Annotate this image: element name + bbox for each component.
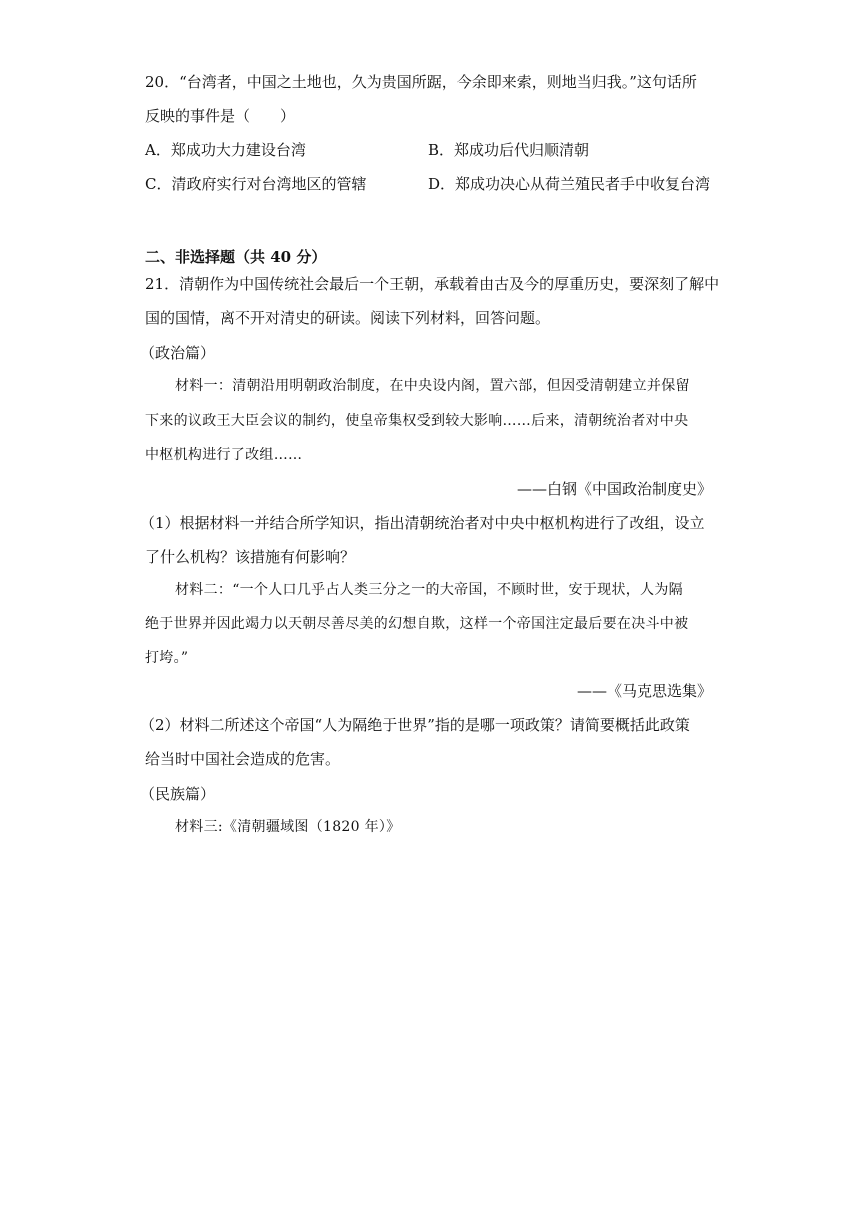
sub-question-1-line-1: （1）根据材料一并结合所学知识，指出清朝统治者对中央中枢机构进行了改组，设立 [140,514,705,532]
ethnic-section-tag: （民族篇） [140,785,216,803]
q20-option-d: D．郑成功决心从荷兰殖民者手中收复台湾 [428,175,711,193]
q20-stem-line-2: 反映的事件是（ ） [145,107,296,125]
q20-option-a: A．郑成功大力建设台湾 [145,141,306,159]
q20-stem-line-1: 20．“台湾者，中国之土地也，久为贵国所踞，今余即来索，则地当归我。”这句话所 [145,73,697,91]
sub-question-2-line-2: 给当时中国社会造成的危害。 [145,750,341,768]
material-1-line-3: 中枢机构进行了改组…… [145,447,303,463]
politics-section-tag: （政治篇） [140,344,216,362]
section-title-non-choice: 二、非选择题（共 40 分） [145,248,327,266]
q20-option-b: B．郑成功后代归顺清朝 [428,141,590,159]
q20-option-c: C．清政府实行对台湾地区的管辖 [145,175,367,193]
sub-question-1-line-2: 了什么机构？该措施有何影响？ [145,548,356,566]
q21-intro-line-1: 21．清朝作为中国传统社会最后一个王朝，承载着由古及今的厚重历史，要深刻了解中 [145,275,720,293]
sub-question-2-line-1: （2）材料二所述这个帝国“人为隔绝于世界”指的是哪一项政策？请简要概括此政策 [140,716,690,734]
material-2-line-1: 材料二：“一个人口几乎占人类三分之一的大帝国，不顾时世，安于现状，人为隔 [175,582,683,598]
material-3-line-1: 材料三:《清朝疆域图（1820 年）》 [175,819,401,835]
material-1-source: ——白钢《中国政治制度史》 [516,480,712,498]
material-2-line-3: 打垮。” [145,650,189,666]
material-2-line-2: 绝于世界并因此竭力以天朝尽善尽美的幻想自欺，这样一个帝国注定最后要在决斗中被 [145,616,689,632]
q21-intro-line-2: 国的国情，离不开对清史的研读。阅读下列材料，回答问题。 [145,309,551,327]
material-1-line-2: 下来的议政王大臣会议的制约，使皇帝集权受到较大影响……后来，清朝统治者对中央 [145,413,689,429]
material-1-line-1: 材料一：清朝沿用明朝政治制度，在中央设内阁，置六部，但因受清朝建立并保留 [175,378,690,394]
material-2-source: ——《马克思选集》 [576,682,712,700]
